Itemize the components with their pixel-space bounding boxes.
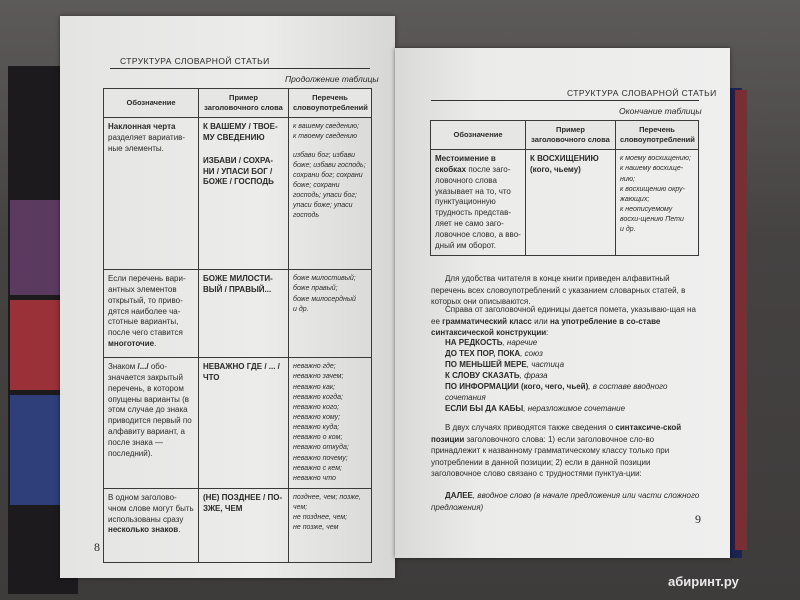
list-cell <box>616 150 699 256</box>
paragraph: Справа от заголовочной единицы дается помета, указываю-щая на ее грамматический класс или на употребление в со-ставе синтаксической конструкции: <box>431 305 696 338</box>
table-header-row <box>104 89 372 118</box>
running-head: СТРУКТУРА СЛОВАРНОЙ СТАТЬИ <box>120 56 270 66</box>
list-item: и др. <box>620 226 636 234</box>
paragraph-italic: , вводное слово (в начале предложения или части сложного предложения) <box>431 491 700 512</box>
example-cell <box>199 358 289 489</box>
example-word: К ВОСХИЩЕНИЮ (кого, чьему) <box>530 154 599 175</box>
paragraph <box>431 273 701 308</box>
desc-prefix: Знаком <box>108 362 136 372</box>
cover-right-edge <box>735 90 747 550</box>
desc-cell <box>104 358 199 489</box>
list-item: к неописуемому восхи-щению Пети <box>620 205 684 224</box>
paragraph-text: Для удобства читателя в конце книги приведен алфавитный перечень всех словоупотреблений с указанием словарных статей, в которых они описываются. <box>431 274 686 307</box>
column-header: Обозначение <box>431 121 526 150</box>
list-item: неважно кому; <box>293 413 341 421</box>
list-cell <box>289 358 372 489</box>
entry-line: ЕСЛИ БЫ ДА КАБЫ, неразложимое сочетание <box>445 404 626 413</box>
column-header: Обозначение <box>104 89 199 118</box>
list-item: неважно когда; неважно кого; <box>293 393 343 411</box>
table-row <box>104 118 372 270</box>
paragraph-bold: синтаксиче-ской позиции <box>431 423 682 444</box>
paragraph-text: В двух случаях приводятся также сведения о <box>445 423 614 432</box>
entry-line: К СЛОВУ СКАЗАТЬ, фраза <box>445 371 548 380</box>
example-cell <box>199 270 289 358</box>
paragraph <box>431 490 701 513</box>
page-right <box>395 48 730 558</box>
list-cell <box>289 118 372 270</box>
column-header: Перечень словоупотреблений <box>289 89 372 118</box>
dictionary-table <box>430 120 699 256</box>
list-item: неважно куда; неважно о ком; <box>293 424 343 442</box>
list-item: и др. <box>293 305 309 313</box>
paragraph-bold: на употребление в со-ставе синтаксической конструкции <box>431 316 661 338</box>
paragraph-text: заголовочного слова: 1) если заголовочное сло-во принадлежит к названному грамматическому классу только при употреблении в данной позиции; 2) если в данной позиции заголовочное слово связано с трудностями пунктуа-ции: <box>431 434 670 479</box>
list-item: боже правый; <box>293 285 338 293</box>
continuation-label: Продолжение таблицы <box>285 74 379 84</box>
continuation-label: Окончание таблицы <box>619 106 702 116</box>
example-word: К ВАШЕМУ / ТВОЕ-МУ СВЕДЕНИЮ <box>203 122 278 143</box>
desc-cell: В одном заголово-чном слове могут быть использованы сразу несколько знаков. <box>104 488 199 562</box>
list-item: к вашему сведению; <box>293 123 359 131</box>
example-cell <box>526 150 616 256</box>
page-number: 9 <box>695 512 701 526</box>
head-rule <box>110 68 370 69</box>
column-header: Пример заголовочного слова <box>526 121 616 150</box>
paragraph-bold: грамматический класс <box>442 316 532 326</box>
table-header-row <box>431 121 699 150</box>
list-item: к твоему сведению <box>293 133 358 141</box>
page-number: 8 <box>94 540 100 554</box>
list-item: к моему восхищению; <box>620 155 691 163</box>
paragraph-text: Справа от заголовочной единицы дается помета, указываю-щая на ее <box>431 305 696 326</box>
list-item: не позднее, чем; <box>293 514 348 522</box>
dictionary-table <box>103 88 372 563</box>
example-word: ИЗБАВИ / СОХРА-НИ / УПАСИ БОГ / БОЖЕ / ГОСПОДЬ <box>203 155 274 187</box>
list-item: неважно почему; <box>293 454 348 462</box>
entry-line: ПО МЕНЬШЕЙ МЕРЕ, частица <box>445 360 565 369</box>
list-item: неважно зачем; неважно как; <box>293 373 344 391</box>
table-row <box>104 488 372 562</box>
list-item: к восхищению окру-жающих; <box>620 185 685 203</box>
paragraph-bold: ДАЛЕЕ <box>445 491 473 500</box>
entry-line: ПО ИНФОРМАЦИИ (кого, чего, чьей), в составе вводного <box>445 382 668 391</box>
table-row <box>104 358 372 489</box>
list-item: неважно с кем; <box>293 464 342 472</box>
watermark: абиринт.ру <box>668 574 739 589</box>
desc-bold: несколько знаков <box>108 525 179 535</box>
entry-line: НА РЕДКОСТЬ, наречие <box>445 338 538 347</box>
entry-line: сочетания <box>445 393 486 402</box>
desc-bold: /.../ <box>137 362 149 372</box>
column-header: Перечень словоупотреблений <box>616 121 699 150</box>
running-head: СТРУКТУРА СЛОВАРНОЙ СТАТЬИ <box>567 88 717 98</box>
list-item: боже милосердный <box>293 295 356 303</box>
table-row <box>431 150 699 256</box>
list-item: неважно где; <box>293 363 336 371</box>
desc-text: обо-значается закрытый перечень, в котором опущены варианты (в этом случае до знака приводится первый по алфавиту вариант, а после знака — последний). <box>108 362 192 458</box>
desc-text: после заго-ловочного слова указывает на то, что пунктуационную трудность представ-ляет не само заго-ловочное слово, а вво-дный им оборот. <box>435 165 521 250</box>
paragraph <box>431 422 701 480</box>
table-row <box>104 270 372 358</box>
list-item: к нашему восхище-нию; <box>620 165 684 183</box>
page-left <box>60 16 395 578</box>
list-item: не позже, чем <box>293 524 339 532</box>
list-item: боже милостивый; <box>293 275 356 283</box>
list-item: неважно откуда; <box>293 444 349 452</box>
paragraph-text: или <box>534 316 548 326</box>
desc-cell: Если перечень вари-антных элементов открытый, то приво-дятся наиболее ча-стотные варианты, после чего ставится многоточие. <box>104 270 199 358</box>
entry-line: ДО ТЕХ ПОР, ПОКА, союз <box>445 349 543 358</box>
list-item: неважно что <box>293 474 336 482</box>
desc-text: В одном заголово-чном слове могут быть использованы сразу <box>108 492 194 524</box>
desc-bold: многоточие <box>108 339 155 349</box>
desc-bold: Наклонная черта <box>108 122 176 132</box>
list-cell <box>289 488 372 562</box>
example-word: НЕВАЖНО ГДЕ / ... / ЧТО <box>203 362 280 383</box>
list-item: избави бог; избави боже; избави господь; сохрани бог; сохрани боже; сохрани господь; упаси бог; упаси боже; упаси господь <box>293 151 366 220</box>
example-word: (НЕ) ПОЗДНЕЕ / ПО-ЗЖЕ, ЧЕМ <box>203 492 283 513</box>
list-item: позднее, чем; позже, чем; <box>293 493 361 512</box>
example-word: БОЖЕ МИЛОСТИ-ВЫЙ / ПРАВЫЙ... <box>203 274 273 295</box>
list-cell <box>289 270 372 358</box>
column-header: Пример заголовочного слова <box>199 89 289 118</box>
head-rule <box>431 100 699 101</box>
example-cell <box>199 118 289 270</box>
desc-cell <box>431 150 526 256</box>
desc-cell <box>104 118 199 270</box>
example-cell <box>199 488 289 562</box>
desc-text: разделяет вариатив-ные элементы. <box>108 133 186 153</box>
desc-bold: Местоимение в скобках <box>435 154 496 175</box>
desc-text: Если перечень вари-антных элементов открытый, то приво-дятся наиболее ча-стотные варианты, после чего ставится <box>108 274 186 338</box>
